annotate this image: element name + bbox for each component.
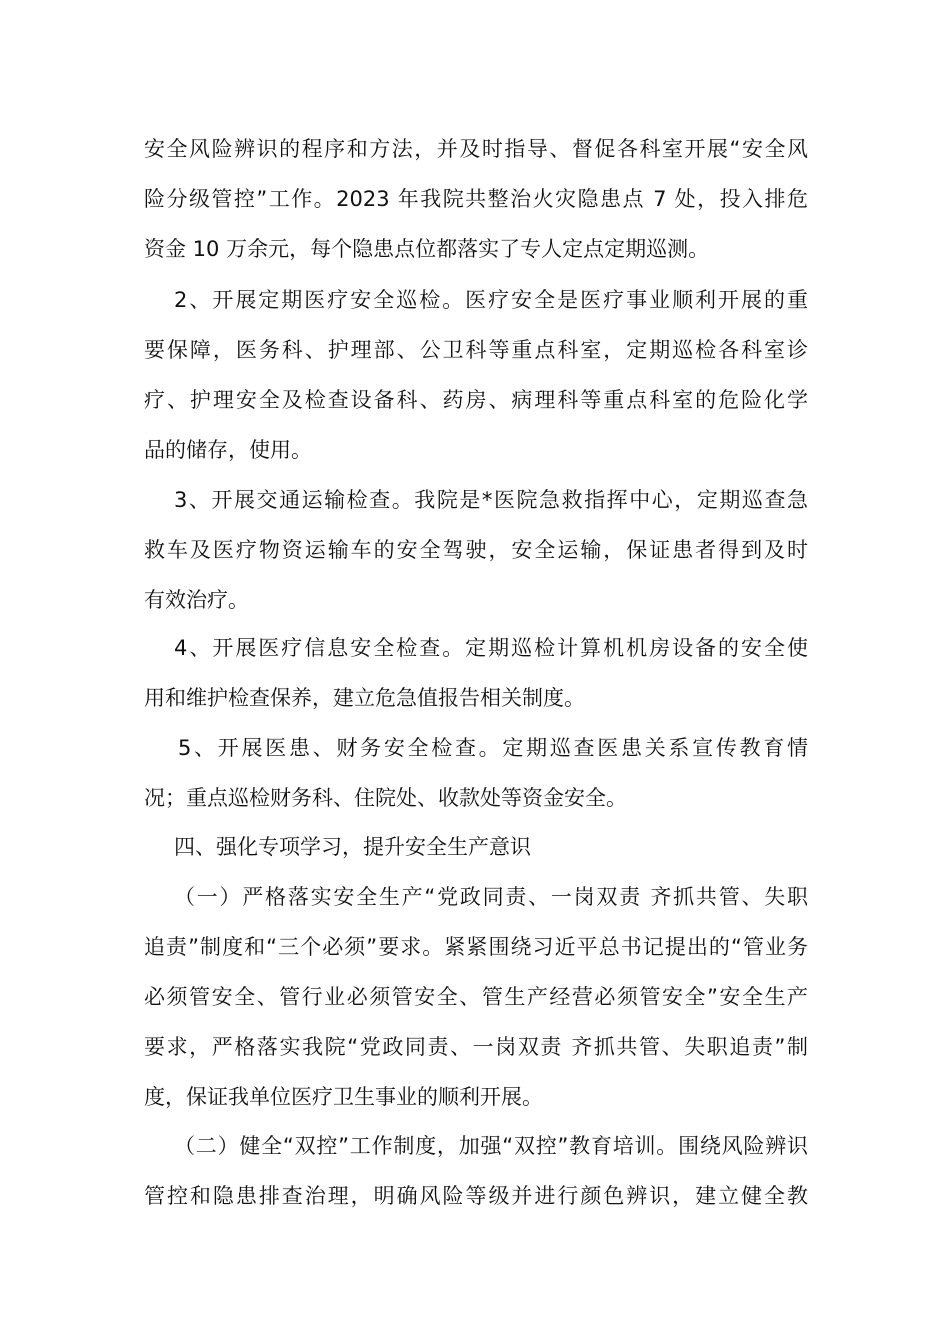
- text-line: 有效治疗。: [144, 588, 249, 612]
- text-line: 管控和隐患排查治理，明确风险等级并进行颜色辨识，建立健全教: [144, 1184, 808, 1208]
- text-line: 况；重点巡检财务科、住院处、收款处等资金安全。: [144, 786, 627, 810]
- text-line: 品的储存，使用。: [144, 438, 312, 462]
- text-line: 3、开展交通运输检查。我院是*医院急救指挥中心，定期巡查急: [174, 488, 808, 512]
- text-line: 用和维护检查保养，建立危急值报告相关制度。: [144, 686, 585, 710]
- text-line: 4、开展医疗信息安全检查。定期巡检计算机机房设备的安全使: [174, 636, 808, 660]
- text-line: 要求，严格落实我院“党政同责、一岗双责 齐抓共管、失职追责”制: [144, 1035, 808, 1059]
- section-heading: 四、强化专项学习，提升安全生产意识: [174, 835, 531, 859]
- text-line: 2、开展定期医疗安全巡检。医疗安全是医疗事业顺利开展的重: [174, 288, 808, 312]
- text-line: 安全风险辨识的程序和方法，并及时指导、督促各科室开展“安全风: [144, 137, 808, 161]
- text-line: 险分级管控”工作。2023 年我院共整治火灾隐患点 7 处，投入排危: [144, 187, 808, 211]
- text-line: 度，保证我单位医疗卫生事业的顺利开展。: [144, 1085, 543, 1109]
- text-line: 要保障，医务科、护理部、公卫科等重点科室，定期巡检各科室诊: [144, 338, 808, 362]
- text-line: （一）严格落实安全生产“党政同责、一岗双责 齐抓共管、失职: [174, 885, 808, 909]
- text-line: 救车及医疗物资运输车的安全驾驶，安全运输，保证患者得到及时: [144, 538, 808, 562]
- text-line: 必须管安全、管行业必须管安全、管生产经营必须管安全”安全生产: [144, 985, 808, 1009]
- text-line: （二）健全“双控”工作制度，加强“双控”教育培训。围绕风险辨识: [174, 1134, 808, 1158]
- text-line: 疗、护理安全及检查设备科、药房、病理科等重点科室的危险化学: [144, 388, 808, 412]
- text-line: 5、开展医患、财务安全检查。定期巡查医患关系宣传教育情: [178, 736, 808, 760]
- text-line: 追责”制度和“三个必须”要求。紧紧围绕习近平总书记提出的“管业务: [144, 935, 808, 959]
- text-line: 资金 10 万余元，每个隐患点位都落实了专人定点定期巡测。: [144, 237, 710, 261]
